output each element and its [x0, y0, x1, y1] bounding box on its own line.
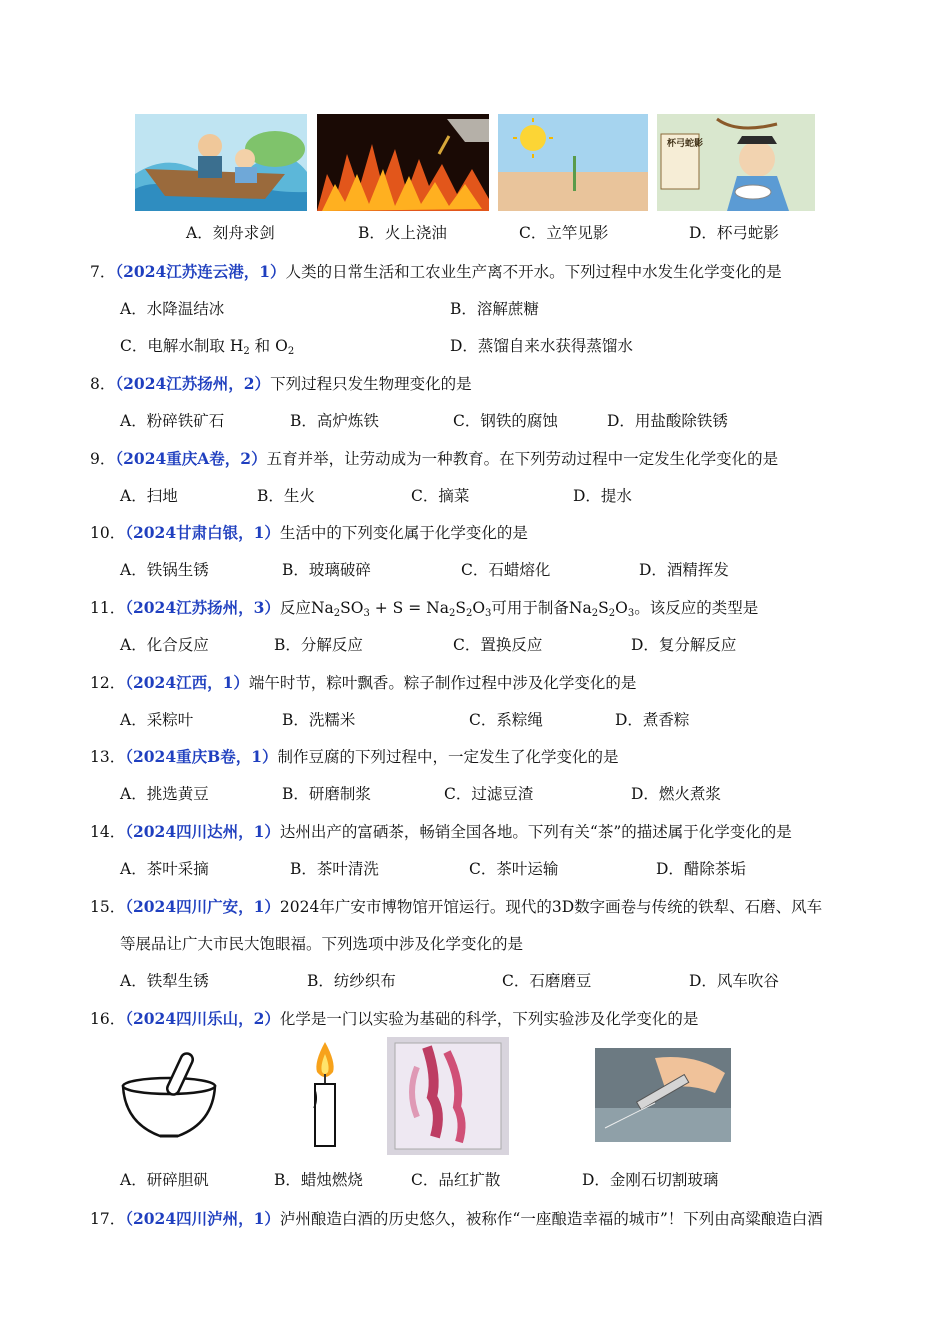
- boat-scene-image: [135, 114, 307, 211]
- q9-option-c[interactable]: C．摘菜: [411, 487, 470, 505]
- q14-option-b[interactable]: B．茶叶清洗: [290, 860, 379, 878]
- bow-cup-caption: 杯弓蛇影: [667, 139, 704, 149]
- question-12: 12．（2024江西，1）端午时节，粽叶飘香。粽子制作过程中涉及化学变化的是: [90, 673, 637, 692]
- q7-option-d[interactable]: D．蒸馏自来水获得蒸馏水: [450, 337, 633, 355]
- mortar-image: [118, 1048, 220, 1140]
- q6-option-a[interactable]: A．刻舟求剑: [186, 224, 275, 242]
- q16-option-a[interactable]: A．研碎胆矾: [120, 1171, 209, 1189]
- q14-option-c[interactable]: C．茶叶运输: [469, 860, 559, 878]
- question-17: 17．（2024四川泸州，1）泸州酿造白酒的历史悠久，被称作“一座酿造幸福的城市”！下列由高粱酿造白酒: [90, 1209, 823, 1228]
- glass-cutter-image: [595, 1048, 731, 1142]
- q12-option-a[interactable]: A．采粽叶: [120, 711, 194, 729]
- q12-option-c[interactable]: C．系粽绳: [469, 711, 543, 729]
- q11-option-d[interactable]: D．复分解反应: [631, 636, 737, 654]
- q15-option-b[interactable]: B．纺纱织布: [307, 972, 396, 990]
- q6-option-d[interactable]: D．杯弓蛇影: [689, 224, 779, 242]
- q9-option-a[interactable]: A．扫地: [120, 487, 178, 505]
- bow-cup-icon: [657, 114, 815, 211]
- question-source: （2024江苏连云港，1）: [115, 262, 286, 281]
- q9-option-b[interactable]: B．生火: [257, 487, 315, 505]
- q6-option-c[interactable]: C．立竿见影: [519, 224, 609, 242]
- beaker-dye-image: [387, 1037, 509, 1155]
- q8-option-b[interactable]: B．高炉炼铁: [290, 412, 379, 430]
- q7-option-a[interactable]: A．水降温结冰: [120, 300, 225, 318]
- q15-option-c[interactable]: C．石磨磨豆: [502, 972, 592, 990]
- sun-pole-icon: [498, 114, 648, 211]
- q15-option-a[interactable]: A．铁犁生锈: [120, 972, 209, 990]
- q13-option-b[interactable]: B．研磨制浆: [282, 785, 371, 803]
- glass-cutter-icon: [595, 1048, 731, 1142]
- question-16: 16．（2024四川乐山，2）化学是一门以实验为基础的科学，下列实验涉及化学变化的是: [90, 1009, 699, 1028]
- q9-option-d[interactable]: D．提水: [573, 487, 632, 505]
- bow-cup-image: [657, 114, 815, 211]
- question-number: 7．: [90, 263, 116, 281]
- q10-option-b[interactable]: B．玻璃破碎: [282, 561, 371, 579]
- q13-option-a[interactable]: A．挑选黄豆: [120, 785, 209, 803]
- question-13: 13．（2024重庆B卷，1）制作豆腐的下列过程中，一定发生了化学变化的是: [90, 747, 619, 766]
- question-8: 8．（2024江苏扬州，2）下列过程只发生物理变化的是: [90, 374, 472, 393]
- candle-image: [300, 1040, 350, 1150]
- question-9: 9．（2024重庆A卷，2）五育并举，让劳动成为一种教育。在下列劳动过程中一定发生化学变化的是: [90, 449, 779, 468]
- q10-option-d[interactable]: D．酒精挥发: [639, 561, 729, 579]
- q11-option-b[interactable]: B．分解反应: [274, 636, 363, 654]
- question-14: 14．（2024四川达州，1）达州出产的富硒茶，畅销全国各地。下列有关“茶”的描述属于化学变化的是: [90, 822, 792, 841]
- q6-option-b[interactable]: B．火上浇油: [358, 224, 447, 242]
- q8-option-a[interactable]: A．粉碎铁矿石: [120, 412, 225, 430]
- boat-scene-icon: [135, 114, 307, 211]
- question-11: 11．（2024江苏扬州，3）反应$Na_2SO_3 + S = Na_2S_2O_3$可用于制备$Na_2S_2O_3$。该反应的类型是: [90, 598, 759, 619]
- q12-option-d[interactable]: D．煮香粽: [615, 711, 690, 729]
- q12-option-b[interactable]: B．洗糯米: [282, 711, 356, 729]
- q15-option-d[interactable]: D．风车吹谷: [689, 972, 779, 990]
- q8-option-c[interactable]: C．钢铁的腐蚀: [453, 412, 558, 430]
- q16-option-c[interactable]: C．品红扩散: [411, 1171, 501, 1189]
- q13-option-d[interactable]: D．燃火煮浆: [631, 785, 721, 803]
- q14-option-d[interactable]: D．醋除茶垢: [656, 860, 746, 878]
- question-10: 10．（2024甘肃白银，1）生活中的下列变化属于化学变化的是: [90, 523, 528, 542]
- fire-oil-icon: [317, 114, 489, 211]
- question-15-line2: 等展品让广大市民大饱眼福。下列选项中涉及化学变化的是: [120, 935, 524, 953]
- mortar-pestle-icon: [118, 1048, 220, 1140]
- q11-option-a[interactable]: A．化合反应: [120, 636, 209, 654]
- candle-icon: [300, 1040, 350, 1150]
- q10-option-c[interactable]: C．石蜡熔化: [461, 561, 551, 579]
- q11-option-c[interactable]: C．置换反应: [453, 636, 543, 654]
- question-7: [90, 260, 782, 282]
- beaker-dye-icon: [387, 1037, 509, 1155]
- question-text: 人类的日常生活和工农业生产离不开水。下列过程中水发生化学变化的是: [285, 263, 782, 281]
- q16-option-d[interactable]: D．金刚石切割玻璃: [582, 1171, 719, 1189]
- fire-oil-image: [317, 114, 489, 211]
- q16-option-b[interactable]: B．蜡烛燃烧: [274, 1171, 363, 1189]
- q7-option-b[interactable]: B．溶解蔗糖: [450, 300, 539, 318]
- q7-option-c[interactable]: C．电解水制取 $H_2$ 和 $O_2$: [120, 337, 295, 357]
- q8-option-d[interactable]: D．用盐酸除铁锈: [607, 412, 728, 430]
- sun-pole-image: [498, 114, 648, 211]
- q13-option-c[interactable]: C．过滤豆渣: [444, 785, 534, 803]
- question-15: 15．（2024四川广安，1）2024年广安市博物馆开馆运行。现代的3D数字画卷与传统的铁犁、石磨、风车: [90, 897, 823, 916]
- q14-option-a[interactable]: A．茶叶采摘: [120, 860, 209, 878]
- q10-option-a[interactable]: A．铁锅生锈: [120, 561, 209, 579]
